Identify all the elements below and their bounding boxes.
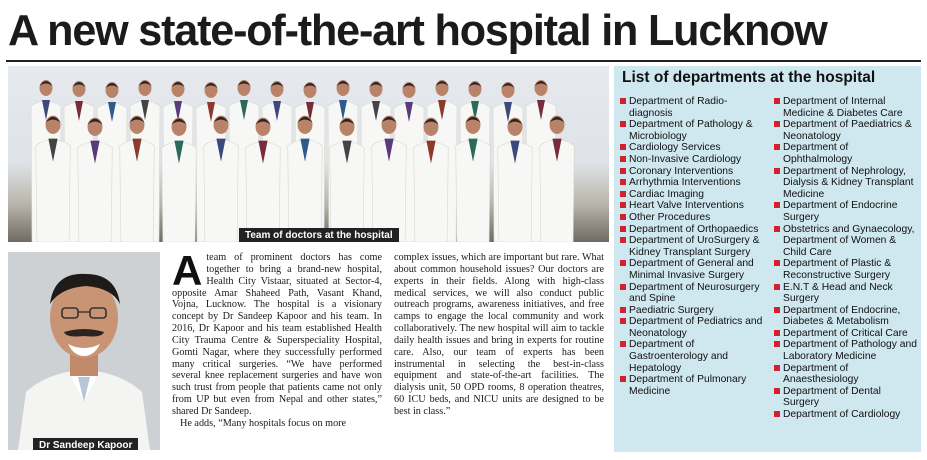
bullet-icon [620,237,626,243]
department-label: Arrhythmia Interventions [629,177,741,189]
department-item [620,142,766,154]
bullet-icon [620,144,626,150]
bullet-icon [774,144,780,150]
bullet-icon [620,98,626,104]
department-label: Department of General and Minimal Invasive Surgery [629,258,754,281]
article-paragraph: team of prominent doctors has come together to bring a brand-new hospital, Health City Vistaar, situated at Sector-4, opposite Amar Shaheed Path, Vasant Khand, Vojna, Lucknow. The hospital is a visionary concept by Dr Sandeep Kapoor and his team. In 2016, Dr Kapoor and his team established Health City Trauma Centre & Superspeciality Hospital, Gomti Nagar, where they successfully performed many critical surgeries. “We have performed several knee replacement surgeries and have won such trust from people that patients came not only from UP but even from Nepal and other states,” shared Dr Sandeep. [172,252,382,417]
bullet-icon [774,284,780,290]
departments-column-1 [620,96,766,397]
bullet-icon [774,202,780,208]
bullet-icon [620,121,626,127]
departments-title: List of departments at the hospital [622,69,876,86]
department-item [620,212,766,224]
headline: A new state-of-the-art hospital in Lucknow [8,6,827,55]
department-label: Heart Valve Interventions [629,200,744,212]
department-item [774,166,919,201]
bullet-icon [620,284,626,290]
department-item [620,166,766,178]
department-item [620,177,766,189]
department-item [774,258,919,281]
bullet-icon [620,260,626,266]
portrait-caption: Dr Sandeep Kapoor [33,438,138,450]
portrait-photo [8,252,160,450]
department-item [774,386,919,409]
bullet-icon [620,214,626,220]
department-label: E.N.T & Head and Neck Surgery [783,281,893,305]
department-item [774,339,919,362]
department-item [620,282,766,305]
bullet-icon [620,341,626,347]
article-body [172,247,608,450]
department-item [620,96,766,119]
department-label: Cardiac Imaging [629,188,704,200]
department-label: Department of Neurosurgery and Spine [629,281,760,305]
bullet-icon [774,307,780,313]
article-column-1 [172,247,382,430]
department-item [620,305,766,317]
bullet-icon [620,191,626,197]
department-label: Department of UroSurgery & Kidney Transplant Surgery [629,235,760,258]
group-photo [8,66,609,242]
department-item [620,339,766,374]
doctors-group-illustration [8,66,609,242]
department-item [774,305,919,328]
department-label: Department of Internal Medicine & Diabetes Care [783,96,903,119]
department-label: Cardiology Services [629,142,721,154]
department-item [620,374,766,397]
bullet-icon [774,168,780,174]
headline-rule [6,60,921,62]
bullet-icon [620,202,626,208]
article-paragraph: He adds, “Many hospitals focus on more [180,417,347,429]
department-item [620,189,766,201]
article-paragraph: complex issues, which are important but rare. What about common household issues? Our doctors are experts in their fields. Along with high-class medical services, we will also conduct public outreach programs, awareness initiatives, and free camps to engage the local community and work collaboratively. The new hospital will aim to tackle daily health issues and bring in experts for routine care. Also, our team of experts has been instrumental in selecting the best-in-class equipment and state-of-the-art facilities. The dialysis unit, 50 OPD rooms, 8 operation theatres, 60 ICU beds, and NICU units are designed to be best in class.” [394,252,605,417]
department-label: Department of Endocrine Surgery [783,200,898,223]
departments-panel [614,66,921,452]
department-item [620,200,766,212]
doctor-portrait-illustration [8,252,160,450]
drop-cap: A [172,247,203,294]
bullet-icon [620,318,626,324]
department-item [620,316,766,339]
department-item [774,409,919,421]
bullet-icon [620,376,626,382]
department-label: Coronary Interventions [629,165,734,177]
department-item [774,328,919,340]
bullet-icon [774,341,780,347]
department-label: Department of Paediatrics & Neonatology [783,119,912,142]
department-label: Department of Pathology & Microbiology [629,119,753,142]
photo-caption: Team of doctors at the hospital [239,228,399,242]
department-item [774,282,919,305]
department-item [774,363,919,386]
department-label: Department of Nephrology, Dialysis & Kidney Transplant Medicine [783,165,914,200]
department-label: Department of Pathology and Laboratory Medicine [783,339,917,363]
department-label: Department of Gastroenterology and Hepatology [629,339,729,374]
department-item [774,119,919,142]
department-label: Department of Plastic & Reconstructive Surgery [783,258,892,281]
department-label: Non-Invasive Cardiology [629,153,742,165]
department-label: Department of Dental Surgery [783,385,881,409]
bullet-icon [774,98,780,104]
bullet-icon [774,365,780,371]
bullet-icon [774,411,780,417]
bullet-icon [620,179,626,185]
bullet-icon [774,330,780,336]
department-item [774,224,919,259]
department-label: Department of Pulmonary Medicine [629,374,747,397]
department-label: Obstetrics and Gynaecology, Department of Women & Child Care [783,223,915,258]
bullet-icon [774,260,780,266]
department-item [774,142,919,165]
department-label: Other Procedures [629,211,711,223]
bullet-icon [620,307,626,313]
department-item [620,224,766,236]
departments-column-2 [774,96,919,421]
department-item [620,154,766,166]
bullet-icon [774,388,780,394]
department-label: Department of Orthopaedics [629,223,759,235]
bullet-icon [620,168,626,174]
department-label: Department of Ophthalmology [783,142,853,165]
department-item [620,258,766,281]
department-label: Department of Radio-diagnosis [629,96,728,119]
department-label: Paediatric Surgery [629,304,714,316]
department-item [620,119,766,142]
department-item [620,235,766,258]
article-column-2 [394,252,604,418]
bullet-icon [620,226,626,232]
department-label: Department of Cardiology [783,409,901,421]
bullet-icon [774,226,780,232]
department-label: Department of Endocrine, Diabetes & Metabolism [783,304,901,328]
department-item [774,200,919,223]
department-item [774,96,919,119]
department-label: Department of Anaesthesiology [783,362,859,386]
department-label: Department of Critical Care [783,327,908,339]
bullet-icon [620,156,626,162]
bullet-icon [774,121,780,127]
department-label: Department of Pediatrics and Neonatology [629,316,763,339]
